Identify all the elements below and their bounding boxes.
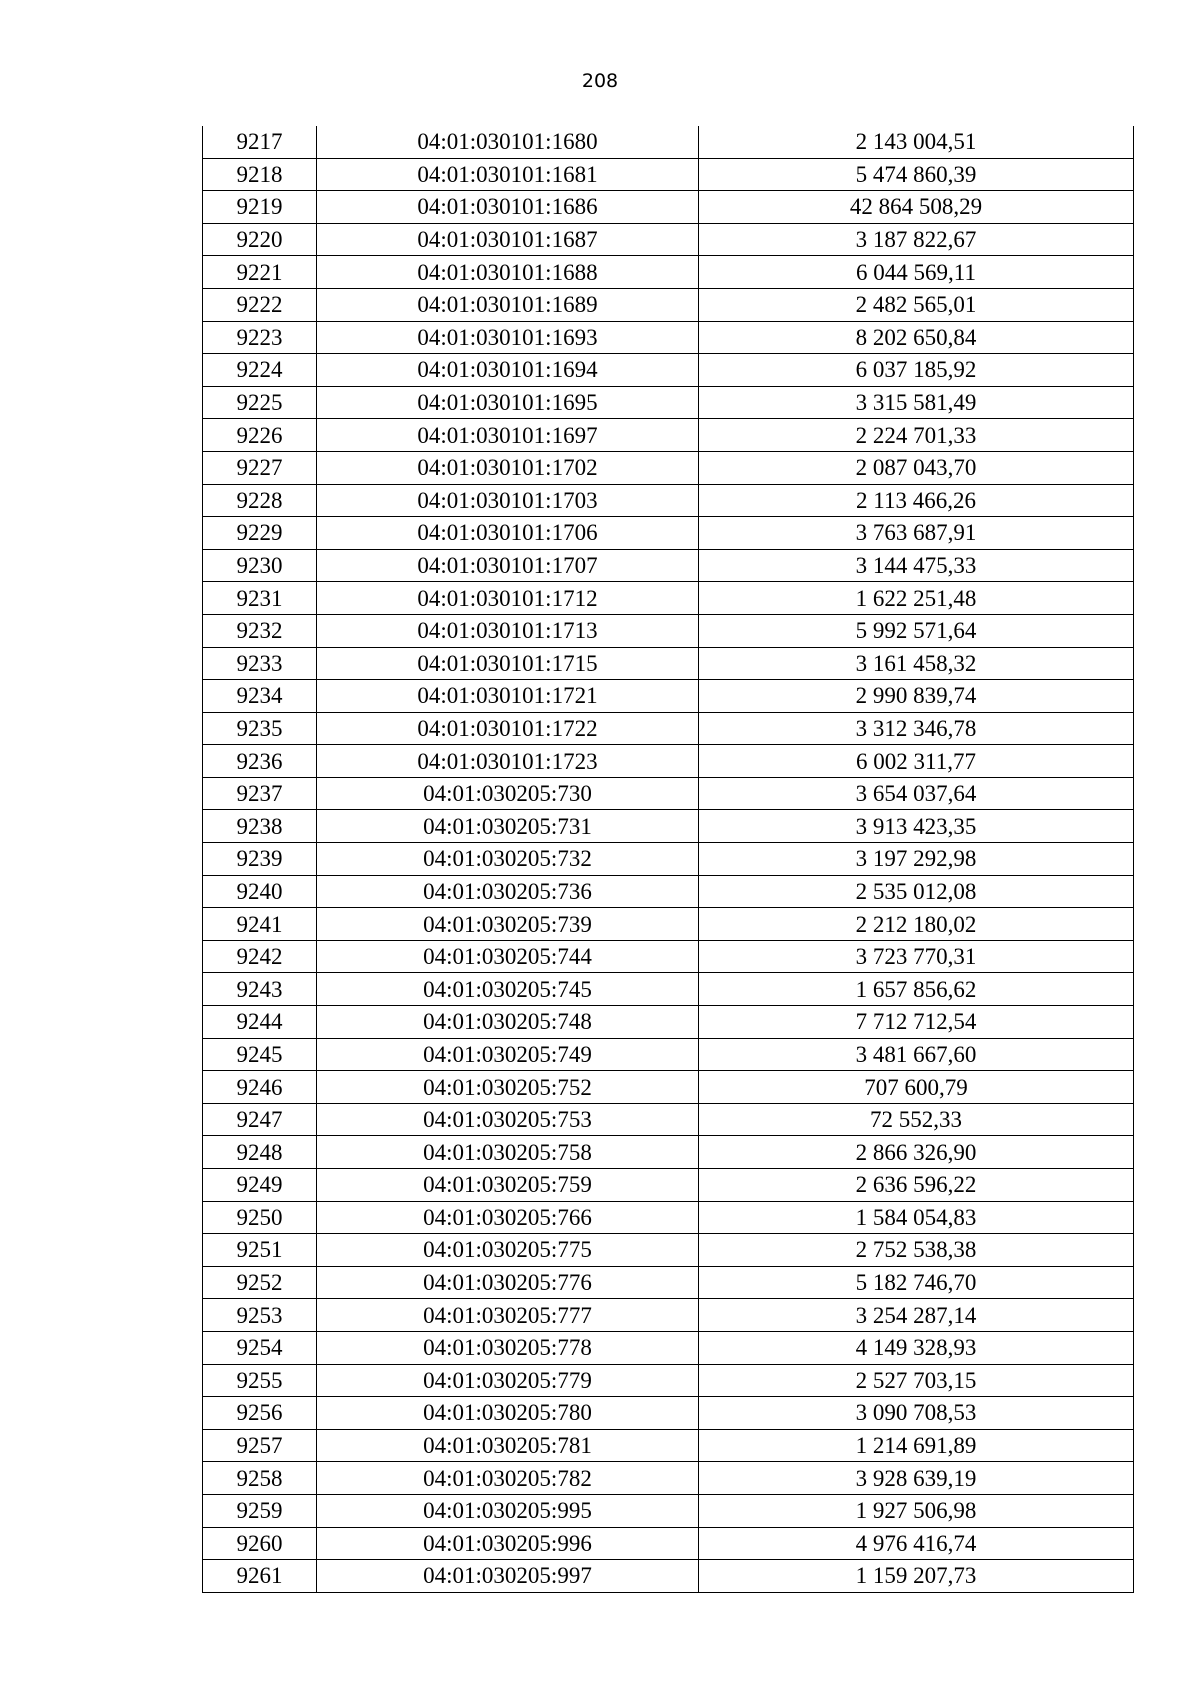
cadastral-number-cell: 04:01:030205:780: [317, 1397, 699, 1430]
cadastral-value-cell: 3 090 708,53: [699, 1397, 1134, 1430]
cadastral-value-cell: 2 482 565,01: [699, 288, 1134, 321]
cadastral-number-cell: 04:01:030205:748: [317, 1006, 699, 1039]
table-row: [203, 875, 1134, 908]
cadastral-number-cell: 04:01:030101:1721: [317, 680, 699, 713]
cadastral-number-cell: 04:01:030101:1695: [317, 386, 699, 419]
cadastral-number-cell: 04:01:030205:776: [317, 1266, 699, 1299]
row-number-cell: 9231: [203, 582, 317, 615]
table-row: [203, 1527, 1134, 1560]
cadastral-value-cell: 1 622 251,48: [699, 582, 1134, 615]
cadastral-value-cell: 3 928 639,19: [699, 1462, 1134, 1495]
cadastral-number-cell: 04:01:030101:1707: [317, 549, 699, 582]
cadastral-number-cell: 04:01:030101:1703: [317, 484, 699, 517]
cadastral-value-cell: 2 212 180,02: [699, 908, 1134, 941]
table-row: [203, 1299, 1134, 1332]
table-row: [203, 647, 1134, 680]
cadastral-number-cell: 04:01:030205:731: [317, 810, 699, 843]
table-row: [203, 1006, 1134, 1039]
row-number-cell: 9253: [203, 1299, 317, 1332]
table-row: [203, 1462, 1134, 1495]
table-row: [203, 908, 1134, 941]
cadastral-value-cell: 4 976 416,74: [699, 1527, 1134, 1560]
cadastral-value-cell: 2 087 043,70: [699, 451, 1134, 484]
cadastral-number-cell: 04:01:030205:759: [317, 1169, 699, 1202]
cadastral-value-cell: 5 182 746,70: [699, 1266, 1134, 1299]
cadastral-number-cell: 04:01:030101:1722: [317, 712, 699, 745]
table-row: [203, 549, 1134, 582]
row-number-cell: 9256: [203, 1397, 317, 1430]
row-number-cell: 9235: [203, 712, 317, 745]
cadastral-value-cell: 6 044 569,11: [699, 256, 1134, 289]
cadastral-number-cell: 04:01:030205:744: [317, 940, 699, 973]
cadastral-number-cell: 04:01:030101:1681: [317, 158, 699, 191]
cadastral-value-cell: 3 913 423,35: [699, 810, 1134, 843]
table-row: [203, 1071, 1134, 1104]
row-number-cell: 9219: [203, 191, 317, 224]
cadastral-number-cell: 04:01:030205:777: [317, 1299, 699, 1332]
table-row: [203, 1201, 1134, 1234]
table-row: [203, 451, 1134, 484]
row-number-cell: 9229: [203, 517, 317, 550]
row-number-cell: 9245: [203, 1038, 317, 1071]
table-row: [203, 321, 1134, 354]
cadastral-value-cell: 3 187 822,67: [699, 223, 1134, 256]
row-number-cell: 9252: [203, 1266, 317, 1299]
cadastral-value-cell: 72 552,33: [699, 1103, 1134, 1136]
cadastral-value-cell: 42 864 508,29: [699, 191, 1134, 224]
table-row: [203, 1169, 1134, 1202]
cadastral-value-cell: 5 992 571,64: [699, 614, 1134, 647]
row-number-cell: 9221: [203, 256, 317, 289]
table-row: [203, 288, 1134, 321]
table-row: [203, 223, 1134, 256]
cadastral-value-cell: 707 600,79: [699, 1071, 1134, 1104]
cadastral-value-cell: 3 654 037,64: [699, 777, 1134, 810]
table-row: [203, 1103, 1134, 1136]
row-number-cell: 9217: [203, 126, 317, 158]
table-row: [203, 517, 1134, 550]
cadastral-value-cell: 3 763 687,91: [699, 517, 1134, 550]
row-number-cell: 9258: [203, 1462, 317, 1495]
table-row: [203, 1494, 1134, 1527]
cadastral-value-cell: 5 474 860,39: [699, 158, 1134, 191]
row-number-cell: 9234: [203, 680, 317, 713]
cadastral-value-cell: 1 584 054,83: [699, 1201, 1134, 1234]
cadastral-number-cell: 04:01:030205:732: [317, 843, 699, 876]
table-row: [203, 354, 1134, 387]
row-number-cell: 9237: [203, 777, 317, 810]
cadastral-number-cell: 04:01:030205:781: [317, 1429, 699, 1462]
cadastral-number-cell: 04:01:030205:749: [317, 1038, 699, 1071]
row-number-cell: 9248: [203, 1136, 317, 1169]
cadastral-number-cell: 04:01:030205:997: [317, 1560, 699, 1593]
cadastral-value-cell: 3 161 458,32: [699, 647, 1134, 680]
cadastral-value-cell: 2 752 538,38: [699, 1234, 1134, 1267]
row-number-cell: 9243: [203, 973, 317, 1006]
table-row: [203, 484, 1134, 517]
cadastral-value-cell: 2 224 701,33: [699, 419, 1134, 452]
row-number-cell: 9244: [203, 1006, 317, 1039]
table-row: [203, 386, 1134, 419]
cadastral-value-cell: 3 481 667,60: [699, 1038, 1134, 1071]
cadastral-number-cell: 04:01:030101:1706: [317, 517, 699, 550]
cadastral-value-cell: 1 214 691,89: [699, 1429, 1134, 1462]
cadastral-number-cell: 04:01:030101:1694: [317, 354, 699, 387]
cadastral-number-cell: 04:01:030205:782: [317, 1462, 699, 1495]
cadastral-number-cell: 04:01:030101:1689: [317, 288, 699, 321]
cadastral-number-cell: 04:01:030205:996: [317, 1527, 699, 1560]
cadastral-number-cell: 04:01:030205:739: [317, 908, 699, 941]
table-row: [203, 1429, 1134, 1462]
row-number-cell: 9259: [203, 1494, 317, 1527]
table-row: [203, 256, 1134, 289]
cadastral-value-cell: 2 527 703,15: [699, 1364, 1134, 1397]
cadastral-value-cell: 2 143 004,51: [699, 126, 1134, 158]
cadastral-number-cell: 04:01:030205:745: [317, 973, 699, 1006]
cadastral-value-cell: 8 202 650,84: [699, 321, 1134, 354]
cadastral-value-cell: 1 159 207,73: [699, 1560, 1134, 1593]
cadastral-number-cell: 04:01:030101:1715: [317, 647, 699, 680]
row-number-cell: 9241: [203, 908, 317, 941]
cadastral-number-cell: 04:01:030101:1680: [317, 126, 699, 158]
row-number-cell: 9223: [203, 321, 317, 354]
table-row: [203, 582, 1134, 615]
cadastral-number-cell: 04:01:030205:758: [317, 1136, 699, 1169]
cadastral-value-cell: 6 002 311,77: [699, 745, 1134, 778]
cadastral-number-cell: 04:01:030205:995: [317, 1494, 699, 1527]
cadastral-value-cell: 2 535 012,08: [699, 875, 1134, 908]
table-row: [203, 614, 1134, 647]
table-row: [203, 810, 1134, 843]
row-number-cell: 9228: [203, 484, 317, 517]
table-row: [203, 680, 1134, 713]
row-number-cell: 9246: [203, 1071, 317, 1104]
cadastral-number-cell: 04:01:030205:736: [317, 875, 699, 908]
cadastral-number-cell: 04:01:030101:1723: [317, 745, 699, 778]
row-number-cell: 9232: [203, 614, 317, 647]
row-number-cell: 9257: [203, 1429, 317, 1462]
table-row: [203, 745, 1134, 778]
cadastral-number-cell: 04:01:030101:1712: [317, 582, 699, 615]
cadastral-number-cell: 04:01:030101:1686: [317, 191, 699, 224]
cadastral-value-cell: 2 636 596,22: [699, 1169, 1134, 1202]
table-row: [203, 419, 1134, 452]
cadastral-number-cell: 04:01:030205:730: [317, 777, 699, 810]
table-row: [203, 1364, 1134, 1397]
cadastral-number-cell: 04:01:030205:766: [317, 1201, 699, 1234]
table-row: [203, 712, 1134, 745]
row-number-cell: 9236: [203, 745, 317, 778]
cadastral-value-cell: 3 144 475,33: [699, 549, 1134, 582]
row-number-cell: 9224: [203, 354, 317, 387]
row-number-cell: 9222: [203, 288, 317, 321]
row-number-cell: 9251: [203, 1234, 317, 1267]
table-body: [203, 126, 1134, 1592]
cadastral-value-cell: 7 712 712,54: [699, 1006, 1134, 1039]
page-number: 208: [581, 70, 619, 92]
table-row: [203, 1560, 1134, 1593]
cadastral-number-cell: 04:01:030101:1697: [317, 419, 699, 452]
cadastral-value-cell: 3 315 581,49: [699, 386, 1134, 419]
row-number-cell: 9247: [203, 1103, 317, 1136]
row-number-cell: 9233: [203, 647, 317, 680]
cadastral-number-cell: 04:01:030205:779: [317, 1364, 699, 1397]
cadastral-value-cell: 2 866 326,90: [699, 1136, 1134, 1169]
row-number-cell: 9220: [203, 223, 317, 256]
cadastral-value-cell: 3 312 346,78: [699, 712, 1134, 745]
row-number-cell: 9225: [203, 386, 317, 419]
cadastral-value-cell: 3 197 292,98: [699, 843, 1134, 876]
table-row: [203, 843, 1134, 876]
cadastral-value-cell: 3 254 287,14: [699, 1299, 1134, 1332]
cadastral-number-cell: 04:01:030101:1688: [317, 256, 699, 289]
table-row: [203, 1397, 1134, 1430]
table-row: [203, 191, 1134, 224]
row-number-cell: 9260: [203, 1527, 317, 1560]
cadastral-value-cell: 1 927 506,98: [699, 1494, 1134, 1527]
cadastral-number-cell: 04:01:030101:1693: [317, 321, 699, 354]
row-number-cell: 9238: [203, 810, 317, 843]
table-row: [203, 158, 1134, 191]
table-row: [203, 1266, 1134, 1299]
cadastral-value-cell: 4 149 328,93: [699, 1331, 1134, 1364]
row-number-cell: 9254: [203, 1331, 317, 1364]
row-number-cell: 9240: [203, 875, 317, 908]
row-number-cell: 9239: [203, 843, 317, 876]
cadastral-number-cell: 04:01:030205:753: [317, 1103, 699, 1136]
row-number-cell: 9255: [203, 1364, 317, 1397]
cadastral-value-cell: 2 113 466,26: [699, 484, 1134, 517]
cadastral-value-cell: 2 990 839,74: [699, 680, 1134, 713]
table-row: [203, 126, 1134, 158]
row-number-cell: 9249: [203, 1169, 317, 1202]
table-row: [203, 973, 1134, 1006]
cadastral-number-cell: 04:01:030101:1687: [317, 223, 699, 256]
table-row: [203, 1038, 1134, 1071]
row-number-cell: 9242: [203, 940, 317, 973]
row-number-cell: 9261: [203, 1560, 317, 1593]
cadastral-value-cell: 1 657 856,62: [699, 973, 1134, 1006]
cadastral-number-cell: 04:01:030205:752: [317, 1071, 699, 1104]
cadastral-number-cell: 04:01:030101:1702: [317, 451, 699, 484]
table-row: [203, 940, 1134, 973]
cadastral-number-cell: 04:01:030205:778: [317, 1331, 699, 1364]
cadastral-value-cell: 6 037 185,92: [699, 354, 1134, 387]
table-row: [203, 1136, 1134, 1169]
table-row: [203, 1234, 1134, 1267]
row-number-cell: 9218: [203, 158, 317, 191]
cadastral-number-cell: 04:01:030101:1713: [317, 614, 699, 647]
table-row: [203, 777, 1134, 810]
row-number-cell: 9250: [203, 1201, 317, 1234]
cadastral-value-table: [202, 126, 1134, 1593]
cadastral-value-cell: 3 723 770,31: [699, 940, 1134, 973]
row-number-cell: 9226: [203, 419, 317, 452]
table-row: [203, 1331, 1134, 1364]
cadastral-number-cell: 04:01:030205:775: [317, 1234, 699, 1267]
row-number-cell: 9227: [203, 451, 317, 484]
row-number-cell: 9230: [203, 549, 317, 582]
